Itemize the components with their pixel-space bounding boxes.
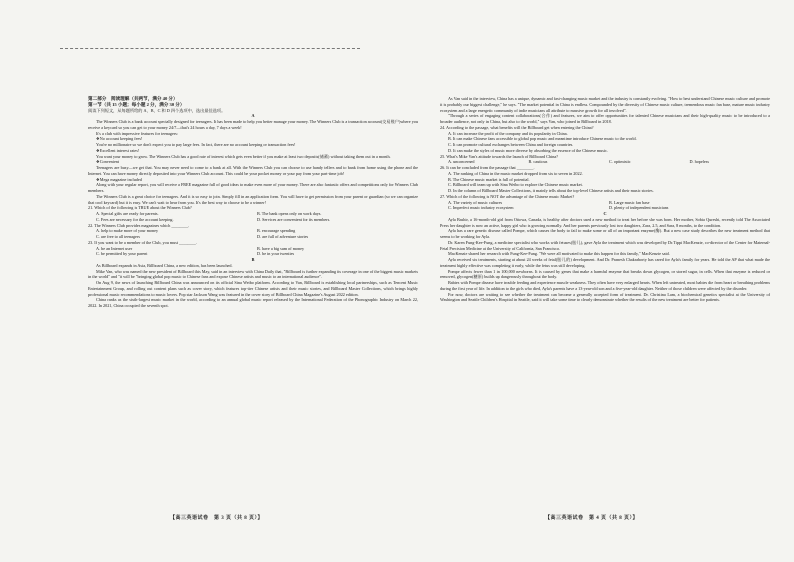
right-column bbox=[440, 96, 770, 303]
q22-option-c: C. are free to all teenagers bbox=[96, 234, 140, 239]
fold-line bbox=[60, 48, 360, 49]
passage-c-p4: MacKenzie shared her research with Fung-Kee-Fung. "We were all motivated to make this happen for this family," MacKenzie said. bbox=[448, 251, 670, 257]
passage-c-p8: For now, doctors are waiting to see whether the treatment can become a generally accepted form of treatment. Dr. Christina Lam, a biochemical genetics specialist at the University of Washington and Seattle Children's Hospital in Seattle, said it will take some time to clearly demonstrate whether the results of the new treatment are better for patients. bbox=[440, 291, 770, 303]
feature-4: ❖Mega magazine included bbox=[96, 176, 142, 182]
q21-option-b: B. The bank opens only on work days. bbox=[257, 211, 322, 216]
q21-options bbox=[88, 211, 418, 223]
q27-stem: 27. Which of the following is NOT the advantage of the Chinese music Market? bbox=[440, 193, 575, 199]
q22-option-d: D. are full of adventure stories bbox=[257, 234, 309, 239]
feature-3: ❖Convenient bbox=[96, 159, 120, 165]
passage-c-p6: Pompe affects fewer than 1 in 100,000 newborns. It is caused by genes that make a harmful enzyme that breaks down glycogen, or stored sugar, in cells. When that enzyme is reduced or removed, glycogen(糖原) builds up dangerously throughout the body. bbox=[440, 268, 770, 280]
passage-a-label: A bbox=[251, 113, 255, 119]
q23-option-a: A. be an Internet user bbox=[96, 245, 133, 251]
footer-right-page-number: 【高三英语试卷 第 4 页（共 8 页）】 bbox=[545, 516, 639, 521]
passage-a-p6: Along with your regular report, you will receive a FREE magazine full of good ideas to make even more of your money. There are also fantastic offers and competitions only for Winners Club members. bbox=[88, 182, 418, 193]
q23-options bbox=[88, 246, 418, 258]
passage-c-p5: Ayla received six treatments, starting at about 24 weeks of fetal(胎儿的) development. And Dr. Pranesh Chakraborty has cared for Ayla's family for years. He told the AP that what made the treatment highly effective was completing it early, while the fetus was still developing. bbox=[440, 257, 770, 268]
q21-option-a: A. Special gifts are ready for parents. bbox=[96, 211, 159, 216]
passage-c-p3: Dr. Karen Fung-Kee-Fung, a medicine specialist who works with fetuses(胎儿), gave Ayla the treatment which was developed by Dr.Tippi MacKenzie, co-director of the Center for Maternal-Fetal Precision Medicine at the University of California, San Francisco. bbox=[440, 239, 770, 251]
q25-option-a: A. unconcerned bbox=[448, 159, 475, 165]
q25-option-c: C. optimistic bbox=[609, 159, 631, 165]
q21-stem: 21. Which of the following is TRUE about the Winners Club? bbox=[88, 205, 192, 211]
q27-options bbox=[440, 200, 770, 212]
passage-c-p7: Babies with Pompe disease have trouble feeding and experience muscle weakness. They often have very enlarged hearts. When left untreated, most babies die from heart or breathing problems during the first year of life. In addition to the girls who died, Ayla's parents have a 13-year-old son and a five-year-old daughter. Neither of those children were affected by the disorder. bbox=[440, 280, 770, 291]
q23-option-c: C. be permitted by your parent bbox=[96, 251, 148, 257]
q22-option-b: B. encourage spending bbox=[257, 228, 296, 234]
passage-a-p3: You're no millionaire so we don't expect you to pay large fees. In fact, there are no account keeping or transaction fees! bbox=[96, 142, 296, 147]
q23-option-b: B. have a big sum of money bbox=[257, 245, 305, 251]
q23-stem: 23. If you want to be a member of the Club, you must ________. bbox=[88, 239, 197, 245]
q24-option-a: A. It can increase the profit of the company and its popularity in China. bbox=[448, 130, 568, 136]
part-heading: 第二部分 阅读理解（共两节，满分 40 分） bbox=[88, 96, 178, 101]
passage-a-p7: The Winners Club is a great choice for teenagers. And it is so easy to join. Simply fill in an application form. You will have to get permission from your parent or guardian (so we can organize that cool keycard) but it is easy. We can't wait to hear from you. It's the best way to choose to be a winner! bbox=[88, 193, 418, 205]
section-heading: 第一节（共 15 小题；每小题 2 分，满分 30 分） bbox=[88, 101, 185, 107]
left-column bbox=[88, 96, 418, 309]
instruction: 阅读下列短文，从每题所给的 A、B、C 和 D 四个选项中，选出最佳选项。 bbox=[88, 107, 226, 113]
q23-option-d: D. be in your twenties bbox=[257, 251, 295, 257]
q27-option-b: B. Large music fan base bbox=[609, 199, 650, 205]
passage-b-p6: "Through a series of engaging content collaborations(合作) and features, we aim to offer opportunities for talented Chinese musicians and their high-quality music to be introduced to a broader audience, not only in China, but also to the world," says Van, who joined in Billboard in 2018. bbox=[440, 113, 770, 124]
passage-a-p2: It's a club with impressive features for teenagers: bbox=[96, 130, 179, 136]
passage-a-p4: You want your money to grow. The Winners Club has a good rate of interest which gets even better if you make at least two deposits(储蓄) without taking them out in a month. bbox=[96, 153, 391, 159]
q27-option-d: D. plenty of independent musicians bbox=[609, 205, 669, 211]
q24-option-b: B. It can make Chinese fans accessible to global pop music and meantime introduce Chinese music to the world. bbox=[448, 136, 637, 142]
q26-stem: 26. It can be concluded from the passage that ________. bbox=[440, 165, 535, 170]
q24-option-d: D. It can make the styles of music more diverse by absorbing the essence of the Chinese music. bbox=[448, 147, 608, 153]
feature-1: ❖No account keeping fees! bbox=[96, 136, 143, 142]
passage-c-p2: Ayla has a rare genetic disease called Pompe, which causes the body to fail to make some or all of an important enzyme(酶). But a new case study describes the new treatment method that seems to be working for Ayla. bbox=[440, 228, 770, 239]
q26-option-c: C. Billboard will team up with Sina Weibo to explore the Chinese music market. bbox=[448, 182, 583, 188]
passage-a-p5: Teenagers are busy—we get that. You may never need to come to a bank at all. With the Winners Club you can choose to use handy tellers and to bank from home using the phone and the Internet. You can have money directly deposited into your Winners Club account. This could be your pocket money or your pay from your part-time job! bbox=[88, 165, 418, 176]
q27-option-c: C. Imperfect music industry ecosystem bbox=[448, 205, 514, 211]
passage-b-p3: On Aug 9, the news of launching Billboard China was announced on its official Sina Weibo platform. According to Van, Billboard is establishing local partnerships, such as Tencent Music Entertainment Group, and rolling out content plans such as cover story, which features top-tier Chinese artists and their music stories, and Billboard Master Collections, which brings highly professional music recommendations to music lovers. Pop star Jackson Wang was featured in the cover story of Billboard China Magazine's August 2022 edition. bbox=[88, 280, 418, 297]
passage-b-p5: As Van said in the interview, China has a unique, dynamic and fast-changing music market and the industry is constantly evolving. "How to best understand Chinese music culture and promote it is probably our biggest challenge," he says. "The market potential in China is endless. Compounded by the diversity of Chinese music culture, tremendous music fan base, mature music industry ecosystem and a large energetic community of indie musicians all attribute to massive growth for all involved". bbox=[440, 96, 770, 113]
q21-option-d: D. Services are convenient for its members. bbox=[257, 216, 331, 222]
q26-option-d: D. In the column of Billboard Master Collections, it mainly tells about the top-level Chinese artists and their music stories. bbox=[448, 188, 654, 193]
passage-b-p1: As Billboard expands in Asia, Billboard China, a new edition, has been launched. bbox=[96, 262, 233, 268]
passage-b-p2: Mike Van, who was named the new president of Billboard this May, said in an interview with China Daily that, "Billboard is further expanding its coverage in one of the biggest music markets in the world" and "it will be "bringing global pop music to Chinese fans and expose Chinese artists and music to an international audience". bbox=[88, 268, 418, 280]
passage-c-p1: Ayla Bashir, a 16-month-old girl from Ottowa, Canada, is healthy after doctors used a new method to treat her before she was born. Her mother, Sobia Qureshi, recently told The Associated Press her daughter is now an active, happy girl who is growing normally. And her parents previously lost two daughters, Zara, 2.5, and Sara, 8 months, to the condition. bbox=[440, 216, 770, 228]
passage-b-p4: China ranks as the sixth-largest music market in the world, according to an annual global music report released by the International Federation of the Phonographic Industry on March 22, 2022. In 2021, China occupied the seventh spot. bbox=[88, 297, 418, 308]
q25-option-b: B. cautious bbox=[528, 159, 548, 165]
q22-option-a: A. help to make more of your money bbox=[96, 228, 159, 234]
q26-option-b: B. The Chinese music market is full of potential. bbox=[448, 176, 530, 182]
feature-2: ❖Excellent interest rates! bbox=[96, 147, 140, 153]
q25-option-d: D. hopeless bbox=[689, 159, 710, 165]
passage-b-label: B bbox=[251, 257, 255, 262]
q22-stem: 22. The Winners Club provides magazines which ________. bbox=[88, 222, 190, 228]
footer-left-page-number: 【高三英语试卷 第 3 页（共 8 页）】 bbox=[170, 516, 264, 521]
passage-c-label: C bbox=[603, 211, 607, 216]
q22-options bbox=[88, 228, 418, 240]
q27-option-a: A. The variety of music cultures bbox=[448, 199, 503, 205]
q25-stem: 25. What's Mike Van's attitude towards the launch of Billboard China? bbox=[440, 153, 559, 159]
q21-option-c: C. Fees are necessary for the account keeping. bbox=[96, 216, 174, 222]
q24-option-c: C. It can promote cultural exchanges between China and foreign countries. bbox=[448, 142, 574, 147]
passage-a-p1: The Winners Club is a bank account specially designed for teenagers. It has been made to help you better manage your money. The Winners Club is a transaction account(交易账户)where you receive a keycard so you can get to your money 24/7—that's 24 hours a day, 7 days a week! bbox=[88, 119, 418, 130]
q24-stem: 24. According to the passage, what benefits will the Billboard get when entering the China? bbox=[440, 124, 594, 130]
q26-option-a: A. The ranking of China in the music market dropped from six to seven in 2022. bbox=[448, 170, 583, 176]
